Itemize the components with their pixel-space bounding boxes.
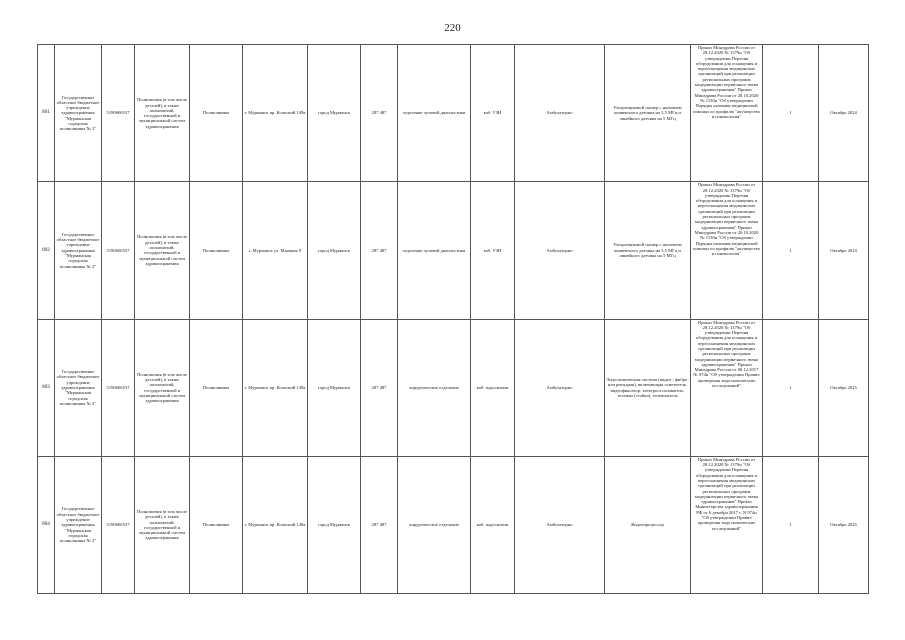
locality: город Мурманск [308,182,361,319]
locality: город Мурманск [308,319,361,456]
authority: Полномочия (в том числе деталей), в также полномочий, государственной и муниципальной систем здравоохранения [135,182,190,319]
planned-date: Октябрь 2025 [819,319,869,456]
address: г. Мурманск пр. Кольский 149а [243,456,308,593]
address: г. Мурманск ул. Маячная 9 [243,182,308,319]
care-form: Амбулаторно [515,319,605,456]
inn-code: 5190606537 [102,45,135,182]
facility-type: Поликлиника [190,319,243,456]
inn-code: 5190606537 [102,319,135,456]
address: г. Мурманск пр. Кольский 149а [243,45,308,182]
department: хирургическое отделение [398,456,471,593]
locality: город Мурманск [308,45,361,182]
room: каб. эндоскопии [471,319,515,456]
department: отделение лучевой диагностики [398,45,471,182]
facility-type: Поликлиника [190,182,243,319]
legal-basis: Приказ Минздрава России от 28.12.2020 № 1379н "Об утверждении Перечня оборудования для оснащения и переоснащения медицинских организаций при реализации региональных программ модернизации первичного звена здравоохранения" Приказ Минздрава России от 06.12.2017 № 974н "Об утверждении Правил проведения эндоскопических исследований" [691,319,763,456]
quantity: 1 [763,45,819,182]
okato-code: 287 487 [361,45,398,182]
quantity: 1 [763,319,819,456]
locality: город Мурманск [308,456,361,593]
planned-date: Октябрь 2024 [819,182,869,319]
quantity: 1 [763,182,819,319]
equipment-name: Ультразвуковой сканер с наличием конвексного датчика на 3,5 МГц и линейного датчика на 5 МГц [605,45,691,182]
department: хирургическое отделение [398,319,471,456]
address: г. Мурманск пр. Кольский 149а [243,319,308,456]
page-number: 220 [444,22,461,34]
room: каб. эндоскопии [471,456,515,593]
legal-basis: Приказ Минздрава России от 28.12.2020 № 1379н "Об утверждении Перечня оборудования для оснащения и переоснащения медицинских организаций при реализации региональных программ модернизации первичного звена здравоохранения" Приказ Минздрава России от 20.10.2020 № 1130н "Об утверждении Порядка оказания медицинской помощи по профилю "акушерство и гинекология" [691,182,763,319]
equipment-name: Видеопроцессор [605,456,691,593]
table-row [38,182,869,319]
organization-name: Государственное областное бюджетное учреждение здравоохранения "Мурманская городская поликлиника № 2" [55,45,102,182]
authority: Полномочия (в том числе деталей), в также полномочий, государственной и муниципальной систем здравоохранения [135,456,190,593]
organization-name: Государственное областное бюджетное учреждение здравоохранения "Мурманская городская поликлиника № 2" [55,456,102,593]
table-row [38,456,869,593]
quantity: 1 [763,456,819,593]
room: каб. УЗИ [471,182,515,319]
row-number: 802 [38,182,55,319]
authority: Полномочия (в том числе деталей), в также полномочий, государственной и муниципальной систем здравоохранения [135,319,190,456]
organization-name: Государственное областное бюджетное учреждение здравоохранения "Мурманская городская поликлиника № 2" [55,182,102,319]
inn-code: 5190606537 [102,182,135,319]
facility-type: Поликлиника [190,456,243,593]
equipment-name: Ультразвуковой сканер с наличием конвексного датчика на 3,5 МГц и линейного датчика на 5 МГц [605,182,691,319]
care-form: Амбулаторно [515,182,605,319]
care-form: Амбулаторно [515,45,605,182]
room: каб. УЗИ [471,45,515,182]
authority: Полномочия (в том числе деталей), в также полномочий, государственной и муниципальной систем здравоохранения [135,45,190,182]
table-row [38,45,869,182]
okato-code: 287 487 [361,319,398,456]
legal-basis: Приказ Минздрава России от 28.12.2020 № 1379н "Об утверждении Перечня оборудования для оснащения и переоснащения медицинских организаций при реализации региональных программ модернизации первичного звена здравоохранения" Приказ Минздрава России от 28.10.2020 № 1130н "Об утверждении Порядка оказания медицинской помощи по профилю "акушерство и гинекология" [691,45,763,182]
care-form: Амбулаторно [515,456,605,593]
row-number: 803 [38,319,55,456]
row-number: 801 [38,45,55,182]
planned-date: Октябрь 2024 [819,45,869,182]
legal-basis: Приказ Минздрава России от 28.12.2020 № 1379н "Об утверждении Перечня оборудования для оснащения и переоснащения медицинских организаций при реализации региональных программ модернизации первичного звена здравоохранения" Приказ Министерства здравоохранения РФ от 6 декабря 2017 г. N 974н "Об утверждении Правил проведения эндоскопических исследований" [691,456,763,593]
organization-name: Государственное областное бюджетное учреждение здравоохранения "Мурманская городская поликлиника № 2" [55,319,102,456]
planned-date: Октябрь 2025 [819,456,869,593]
equipment-table [37,44,869,594]
row-number: 804 [38,456,55,593]
okato-code: 287 487 [361,456,398,593]
facility-type: Поликлиника [190,45,243,182]
okato-code: 287 487 [361,182,398,319]
table-row [38,319,869,456]
equipment-name: Эндоскопическая система (видео-, фибро- или ригидная), включающая осветитель, видеофиксатор, электроотсасыватель, тележка (стойка), течеискатель [605,319,691,456]
department: отделение лучевой диагностики [398,182,471,319]
inn-code: 5190606537 [102,456,135,593]
